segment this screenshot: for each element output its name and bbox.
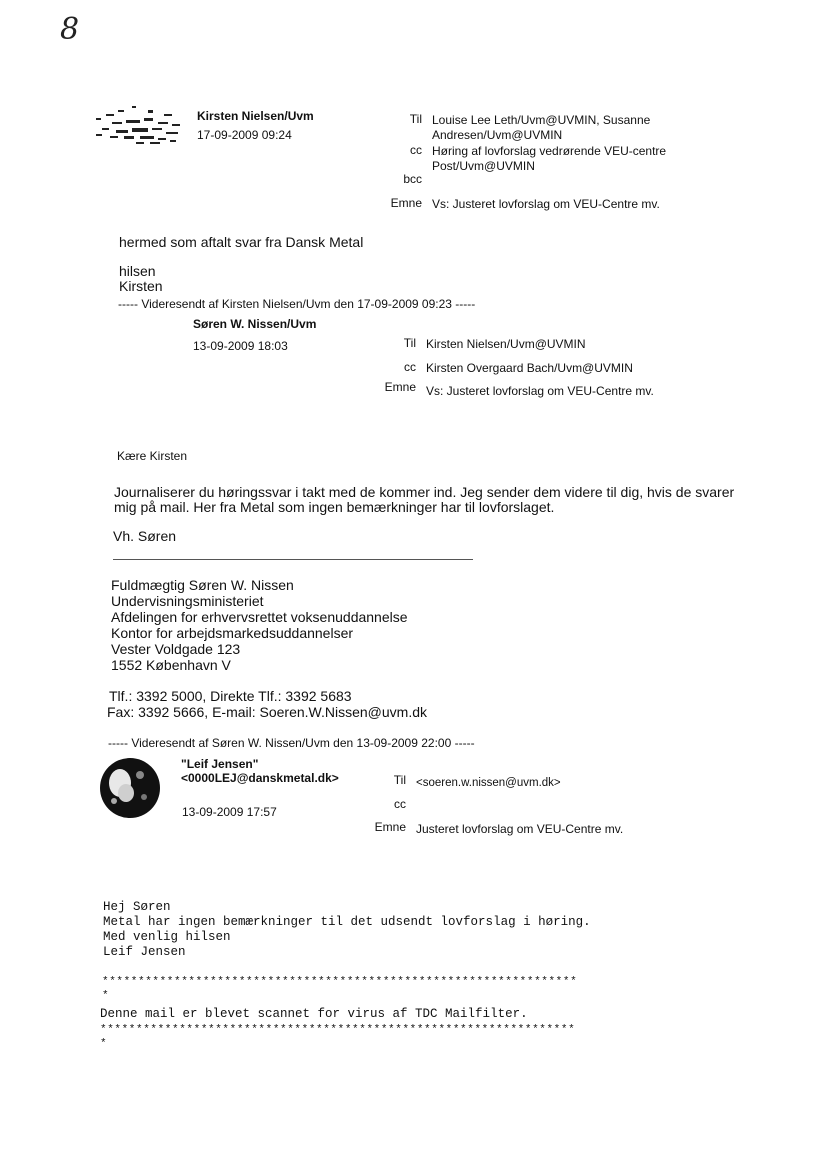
body-line: Kirsten — [119, 278, 163, 294]
sender-date: 13-09-2009 18:03 — [193, 339, 288, 353]
cc-label: cc — [404, 360, 416, 374]
plain-line: Leif Jensen — [103, 945, 186, 959]
sender-name: Kirsten Nielsen/Uvm — [197, 109, 314, 123]
asterisk-border: ****************************************************************** — [102, 976, 578, 988]
forward-separator: ----- Videresendt af Kirsten Nielsen/Uvm den 17-09-2009 09:23 ----- — [118, 297, 476, 311]
body-line: hilsen — [119, 263, 156, 279]
subject-label: Emne — [384, 380, 416, 394]
signature-line: 1552 København V — [111, 657, 231, 673]
asterisk-border: ****************************************************************** — [100, 1024, 576, 1036]
signature-line: Kontor for arbejdsmarkedsuddannelser — [111, 625, 354, 641]
sender-avatar — [96, 757, 164, 819]
plain-line: Metal har ingen bemærkninger til det udsendt lovforslag i høring. — [103, 915, 591, 929]
cc-value: Kirsten Overgaard Bach/Uvm@UVMIN — [426, 361, 633, 375]
asterisk-wrap: * — [100, 1038, 107, 1050]
bcc-label: bcc — [403, 172, 422, 186]
signature-line: Fuldmægtig Søren W. Nissen — [111, 577, 294, 593]
asterisk-wrap: * — [102, 990, 109, 1002]
subject-label: Emne — [374, 820, 406, 834]
sender-name: Søren W. Nissen/Uvm — [193, 317, 317, 331]
subject-value: Justeret lovforslag om VEU-Centre mv. — [416, 822, 624, 836]
signature-line: Afdelingen for erhvervsrettet voksenuddannelse — [111, 609, 408, 625]
sender-avatar-scribble — [92, 104, 192, 150]
body-line: hermed som aftalt svar fra Dansk Metal — [119, 234, 364, 250]
sender-name: "Leif Jensen" — [181, 757, 259, 771]
to-label: Til — [409, 112, 422, 126]
cc-label: cc — [394, 797, 406, 811]
signature-line: Vester Voldgade 123 — [111, 641, 241, 657]
signature-fax-email: Fax: 3392 5666, E-mail: Soeren.W.Nissen@uvm.dk — [107, 704, 428, 720]
page-number: 8 — [60, 12, 80, 47]
body-line: mig på mail. Her fra Metal som ingen bemærkninger har til lovforslaget. — [114, 499, 555, 515]
to-value-line1: Louise Lee Leth/Uvm@UVMIN, Susanne — [432, 113, 651, 127]
signature-line: Undervisningsministeriet — [111, 593, 264, 609]
cc-value-line1: Høring af lovforslag vedrørende VEU-centre — [432, 144, 667, 158]
sender-date: 17-09-2009 09:24 — [197, 128, 292, 142]
plain-line: Hej Søren — [103, 900, 171, 914]
to-value: Kirsten Nielsen/Uvm@UVMIN — [426, 337, 586, 351]
subject-label: Emne — [390, 196, 422, 210]
to-value-line2: Andresen/Uvm@UVMIN — [432, 128, 563, 142]
greeting: Kære Kirsten — [117, 449, 188, 463]
subject-value: Vs: Justeret lovforslag om VEU-Centre mv. — [432, 197, 660, 211]
plain-line: Med venlig hilsen — [103, 930, 231, 944]
signature-divider — [113, 559, 473, 560]
forward-separator: ----- Videresendt af Søren W. Nissen/Uvm den 13-09-2009 22:00 ----- — [108, 736, 475, 750]
signature-phone: Tlf.: 3392 5000, Direkte Tlf.: 3392 5683 — [109, 688, 352, 704]
to-label: Til — [393, 773, 406, 787]
subject-value: Vs: Justeret lovforslag om VEU-Centre mv. — [426, 384, 654, 398]
sender-date: 13-09-2009 17:57 — [182, 805, 277, 819]
body-line: Journaliserer du høringssvar i takt med de kommer ind. Jeg sender dem videre til dig, hvis de svarer — [114, 484, 735, 500]
to-value: <soeren.w.nissen@uvm.dk> — [416, 777, 561, 789]
cc-value-line2: Post/Uvm@UVMIN — [432, 159, 535, 173]
to-label: Til — [403, 336, 416, 350]
closing: Vh. Søren — [113, 528, 177, 544]
sender-email: <0000LEJ@danskmetal.dk> — [181, 771, 339, 785]
cc-label: cc — [410, 143, 422, 157]
virus-note: Denne mail er blevet scannet for virus af TDC Mailfilter. — [100, 1007, 528, 1021]
